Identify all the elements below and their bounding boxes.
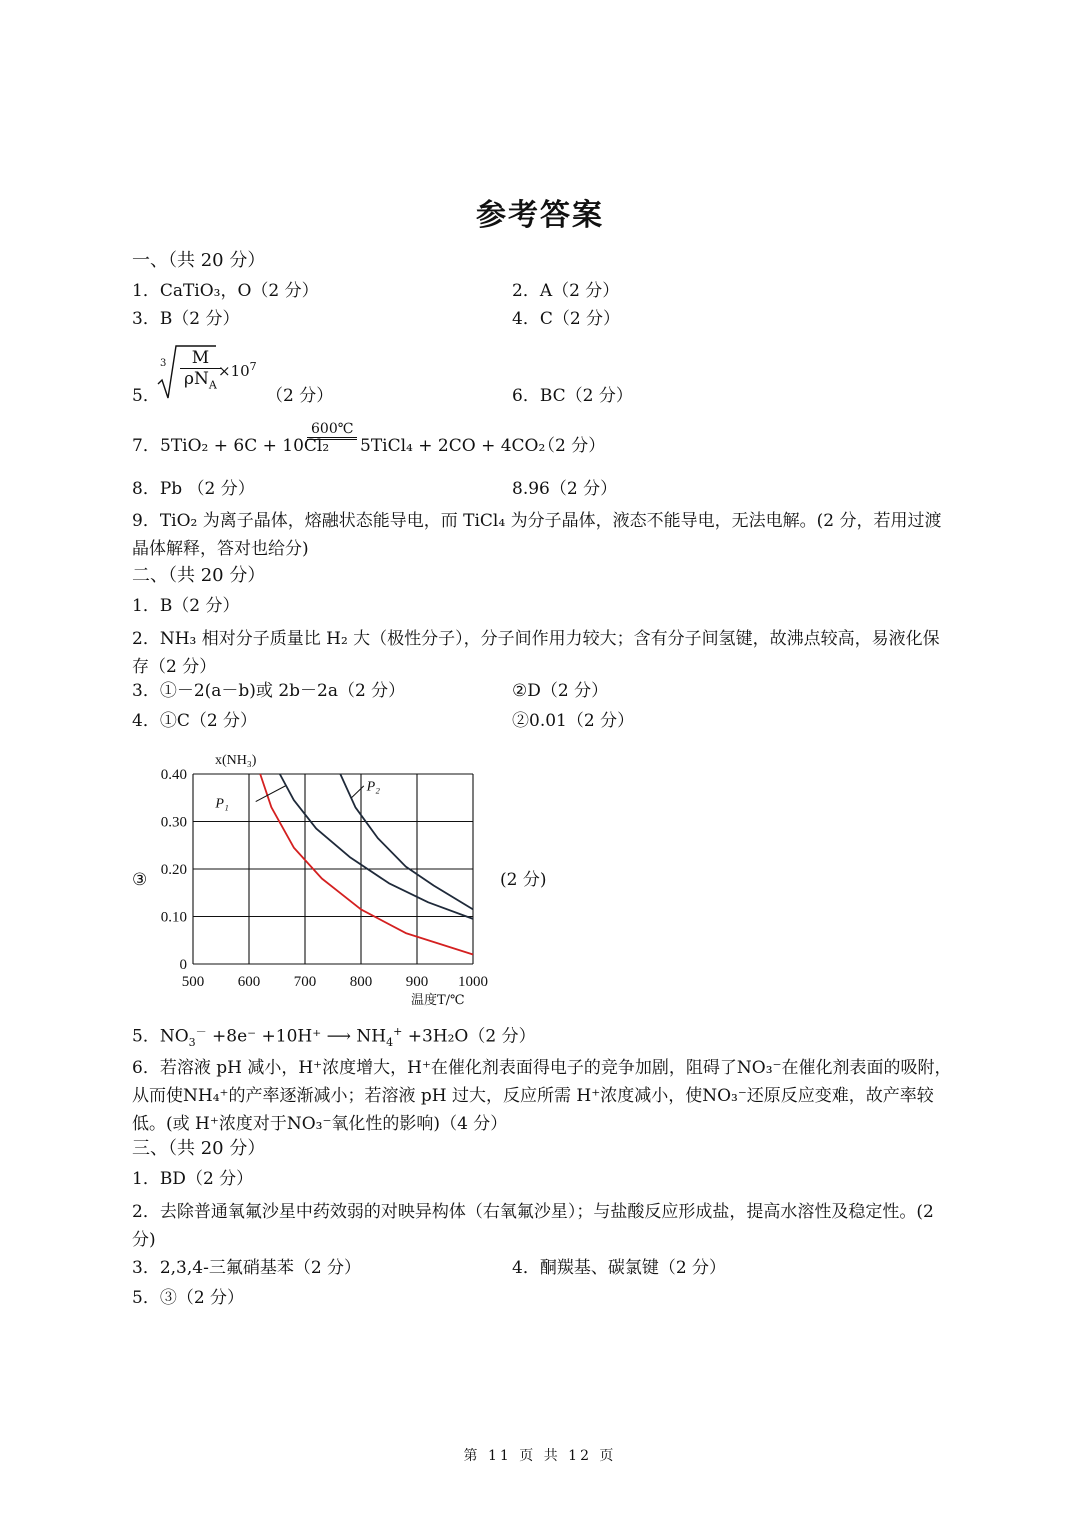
y-tick-label: 0.40 <box>160 767 187 783</box>
root-index: 3 <box>160 358 167 369</box>
s1-q7-label: 7． <box>132 436 160 456</box>
fraction-denominator: ρN <box>184 369 209 390</box>
s3-q1: 1．BD（2 分） <box>132 1169 254 1189</box>
s2-q6: 6．若溶液 pH 减小，H⁺浓度增大，H⁺在催化剂表面得电子的竞争加剧，阻碍了NO₃⁻在催化剂表面的吸附，从而使NH₄⁺的产率逐渐减小；若溶液 pH 过大，反应所需 H⁺浓度减小，使NO₃⁻还原反应变难，故产率较低。(或 H⁺浓度对于NO₃⁻氧化性的影响)（4 分） <box>132 1058 952 1134</box>
s2-q4a: 4．①C（2 分） <box>132 711 258 731</box>
s2-q2: 2．NH₃ 相对分子质量比 H₂ 大（极性分子），分子间作用力较大；含有分子间氢键，故沸点较高，易液化保存（2 分） <box>132 629 940 677</box>
s3-q2: 2．去除普通氧氟沙星中药效弱的对映异构体（右氧氟沙星）；与盐酸反应形成盐，提高水溶性及稳定性。(2 分) <box>132 1202 934 1250</box>
y-tick-label: 0 <box>179 957 187 973</box>
reaction-condition: 600℃ <box>307 421 357 441</box>
y-tick-label: 0.20 <box>160 862 187 878</box>
s1-q7-right: 5TiCl₄ + 2CO + 4CO₂ <box>360 436 546 456</box>
annotation-p1-leader <box>256 786 286 802</box>
s2-q5-mid: +8e⁻ +10H⁺ ⟶ NH <box>206 1026 387 1047</box>
series-line-1 <box>280 774 473 919</box>
s1-q6: 6．BC（2 分） <box>512 386 633 406</box>
s2-q5-pre: 5．NO <box>132 1026 189 1047</box>
s1-q3: 3．B（2 分） <box>132 309 240 329</box>
multiplier: ×10 <box>218 362 250 380</box>
s1-q9: 9．TiO₂ 为离子晶体，熔融状态能导电，而 TiCl₄ 为分子晶体，液态不能导电，无法电解。(2 分，若用过渡晶体解释，答对也给分) <box>132 511 942 559</box>
annotation-p2-leader <box>351 786 363 798</box>
s3-q4: 4．酮羰基、碳氯键（2 分） <box>512 1258 727 1278</box>
series-line-3 <box>260 774 473 955</box>
s1-q5-label: 5． <box>132 386 160 406</box>
annotation-p1: P₁ <box>215 796 229 812</box>
x-tick-label: 700 <box>293 974 317 990</box>
denominator-subscript: A <box>208 378 217 392</box>
s2-q4c-label: ③ <box>132 870 148 890</box>
x-tick-label: 800 <box>349 974 373 990</box>
chart-y-label: x(NH₃) <box>215 753 257 768</box>
s2-q4c-score: (2 分) <box>500 870 547 890</box>
s1-q7-score: （2 分） <box>538 436 606 456</box>
exponent: 7 <box>249 360 257 373</box>
s2-q5-sub2: 4 <box>386 1036 394 1050</box>
fraction-numerator: M <box>180 348 221 369</box>
s1-q8b: 8.96（2 分） <box>512 479 618 499</box>
s1-q8a: 8．Pb （2 分） <box>132 479 255 499</box>
s2-q4b: ②0.01（2 分） <box>512 711 635 731</box>
y-tick-label: 0.10 <box>160 909 187 926</box>
s1-q1: 1．CaTiO₃，O（2 分） <box>132 281 319 301</box>
s2-q5-sub: 3 <box>188 1036 196 1050</box>
y-tick-label: 0.30 <box>160 814 187 831</box>
s2-q3b: ②D（2 分） <box>512 681 609 701</box>
s3-q3: 3．2,3,4-三氟硝基苯（2 分） <box>132 1258 362 1278</box>
x-tick-label: 500 <box>181 974 205 990</box>
section-3-header: 三、（共 20 分） <box>132 1138 266 1159</box>
s2-q5-sup: － <box>195 1025 207 1038</box>
x-tick-label: 1000 <box>458 974 488 990</box>
s2-q3a: 3．①－2(a－b)或 2b－2a（2 分） <box>132 681 406 701</box>
fraction <box>180 348 221 392</box>
s1-q2: 2．A（2 分） <box>512 281 620 301</box>
x-tick-label: 600 <box>237 974 261 990</box>
s1-q7-arrow <box>307 420 357 440</box>
s2-q1: 1．B（2 分） <box>132 596 240 616</box>
section-2-header: 二、（共 20 分） <box>132 565 266 586</box>
page-title: 参考答案 <box>476 198 604 233</box>
s1-q5-score: （2 分） <box>266 386 334 406</box>
annotation-p2: P₂ <box>366 779 381 795</box>
s2-q5 <box>132 1025 536 1049</box>
s2-q5-end: +3H₂O（2 分） <box>402 1026 536 1047</box>
series-line-2 <box>340 774 473 909</box>
s1-q4: 4．C（2 分） <box>512 309 621 329</box>
x-tick-label: 900 <box>405 974 429 990</box>
page-footer: 第 11 页 共 12 页 <box>463 1448 617 1464</box>
nh3-temperature-chart <box>135 748 495 1010</box>
chart-x-label: 温度T/℃ <box>411 993 465 1008</box>
section-1-header: 一、（共 20 分） <box>132 250 266 271</box>
s2-q5-sup2: + <box>393 1025 403 1038</box>
s1-q7-left: 5TiO₂ + 6C + 10Cl₂ <box>160 436 330 456</box>
s3-q5: 5．③（2 分） <box>132 1288 245 1308</box>
